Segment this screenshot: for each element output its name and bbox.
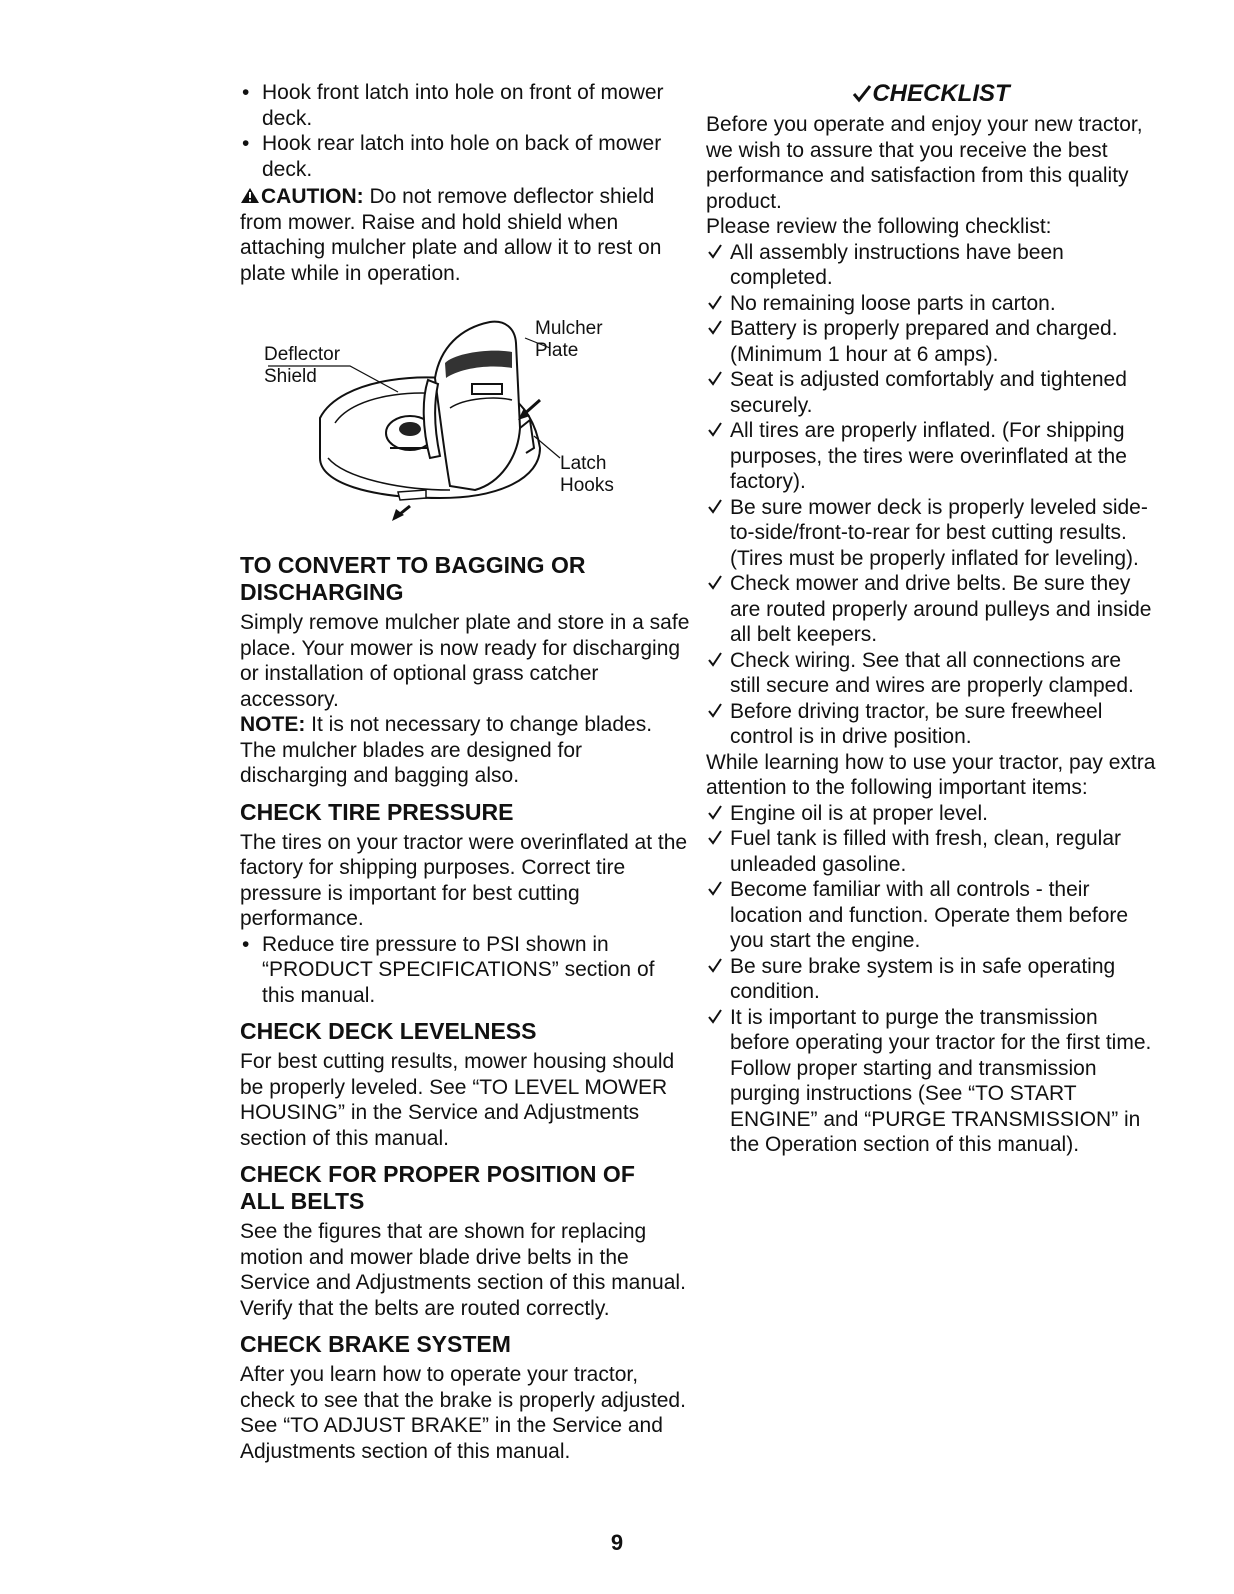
- section-body: For best cutting results, mower housing should be properly leveled. See “TO LEVEL MOWER HOUSING” in the Service and Adjustments section of this manual.: [240, 1050, 675, 1150]
- section-heading: CHECK FOR PROPER POSITION OF ALL BELTS: [240, 1161, 635, 1214]
- list-item: • Hook front latch into hole on front of mower deck.: [242, 81, 664, 130]
- bullet-icon: •: [242, 132, 250, 155]
- checklist-item: Be sure brake system is in safe operating condition.: [706, 954, 1156, 1005]
- important-items-list: [706, 801, 1156, 1158]
- checkmark-icon: [706, 826, 724, 846]
- checklist-item: Be sure mower deck is properly leveled side-to-side/front-to-rear for best cutting results. (Tires must be properly inflated for leveling).: [706, 495, 1156, 572]
- checklist-item: Fuel tank is filled with fresh, clean, regular unleaded gasoline.: [706, 826, 1156, 877]
- checkmark-icon: [706, 1005, 724, 1025]
- checklist-item: All assembly instructions have been completed.: [706, 240, 1156, 291]
- deflector-shield-label: Deflector Shield: [264, 344, 341, 387]
- list-item: • Reduce tire pressure to PSI shown in “PRODUCT SPECIFICATIONS” section of this manual.: [242, 932, 655, 1007]
- checklist-item: Before driving tractor, be sure freewheel control is in drive position.: [706, 699, 1156, 750]
- section-heading: CHECK BRAKE SYSTEM: [240, 1331, 511, 1357]
- caution-paragraph: [240, 184, 690, 286]
- checklist-item: Seat is adjusted comfortably and tightened securely.: [706, 367, 1156, 418]
- checklist-item: Battery is properly prepared and charged. (Minimum 1 hour at 6 amps).: [706, 316, 1156, 367]
- checklist-review: Please review the following checklist:: [706, 215, 1052, 238]
- left-column: [240, 80, 690, 1464]
- checkmark-icon: [706, 648, 724, 668]
- checklist-item: No remaining loose parts in carton.: [706, 291, 1156, 317]
- section-body: Simply remove mulcher plate and store in a safe place. Your mower is now ready for discharging or installation of optional grass catcher accessory.: [240, 611, 690, 711]
- note-label: NOTE:: [240, 713, 306, 736]
- checklist-title: CHECKLIST: [706, 80, 1156, 108]
- checkmark-icon: [852, 83, 872, 103]
- bullet-icon: •: [242, 932, 250, 956]
- brake-section: [240, 1331, 690, 1464]
- checklist-item: Check wiring. See that all connections are still secure and wires are properly clamped.: [706, 648, 1156, 699]
- checklist-item: Engine oil is at proper level.: [706, 801, 1156, 827]
- checkmark-icon: [706, 418, 724, 438]
- section-heading: TO CONVERT TO BAGGING OR DISCHARGING: [240, 552, 586, 605]
- intro-bullet-list: [240, 80, 690, 182]
- checkmark-icon: [706, 495, 724, 515]
- checkmark-icon: [706, 877, 724, 897]
- checkmark-icon: [706, 571, 724, 591]
- list-item: • Hook rear latch into hole on back of mower deck.: [242, 132, 662, 181]
- checkmark-icon: [706, 954, 724, 974]
- bullet-icon: •: [242, 81, 250, 104]
- belts-section: [240, 1161, 690, 1321]
- mulcher-plate-figure: [250, 308, 670, 538]
- checkmark-icon: [706, 316, 724, 336]
- deck-levelness-section: [240, 1018, 690, 1151]
- convert-section: [240, 552, 690, 789]
- checklist-item: Become familiar with all controls - their location and function. Operate them before you start the engine.: [706, 877, 1156, 954]
- checklist-intro: Before you operate and enjoy your new tractor, we wish to assure that you receive the best performance and satisfaction from this quality product.: [706, 113, 1143, 213]
- warning-triangle-icon: [240, 187, 260, 204]
- checkmark-icon: [706, 699, 724, 719]
- checklist-item: All tires are properly inflated. (For shipping purposes, the tires were overinflated at the factory).: [706, 418, 1156, 495]
- checkmark-icon: [706, 367, 724, 387]
- tire-bullet-list: [240, 932, 690, 1009]
- section-body: See the figures that are shown for replacing motion and mower blade drive belts in the Service and Adjustments section of this manual. Verify that the belts are routed correctly.: [240, 1220, 686, 1320]
- page-number: 9: [610, 1530, 624, 1555]
- checkmark-icon: [706, 291, 724, 311]
- section-heading: CHECK DECK LEVELNESS: [240, 1018, 537, 1044]
- tire-pressure-section: [240, 799, 690, 1009]
- section-body: The tires on your tractor were overinflated at the factory for shipping purposes. Correct tire pressure is important for best cutting performance.: [240, 830, 688, 930]
- caution-label: CAUTION:: [261, 185, 364, 208]
- checklist-item: It is important to purge the transmission before operating your tractor for the first time. Follow proper starting and transmission purging instructions (See “TO START ENGINE” and “PURGE TRANSMISSION” in the Operation section of this manual).: [706, 1005, 1156, 1158]
- learning-paragraph: While learning how to use your tractor, pay extra attention to the following important items:: [706, 750, 1156, 799]
- checklist-item: Check mower and drive belts. Be sure they are routed properly around pulleys and inside all belt keepers.: [706, 571, 1156, 648]
- note-paragraph: NOTE: It is not necessary to change blades. The mulcher blades are designed for discharging and bagging also.: [240, 713, 653, 787]
- section-heading: CHECK TIRE PRESSURE: [240, 798, 514, 825]
- caution-text: Do not remove deflector shield from mower. Raise and hold shield when attaching mulcher plate and allow it to rest on plate while in operation.: [240, 185, 662, 285]
- checkmark-icon: [706, 240, 724, 260]
- mower-deck-illustration: [250, 308, 670, 538]
- mulcher-plate-label: Mulcher Plate: [535, 318, 603, 361]
- checkmark-icon: [706, 801, 724, 821]
- section-body: After you learn how to operate your tractor, check to see that the brake is properly adjusted. See “TO ADJUST BRAKE” in the Service and Adjustments section of this manual.: [240, 1363, 686, 1463]
- checklist: [706, 240, 1156, 750]
- right-column: [706, 80, 1156, 1158]
- latch-hooks-label: Latch Hooks: [560, 453, 614, 496]
